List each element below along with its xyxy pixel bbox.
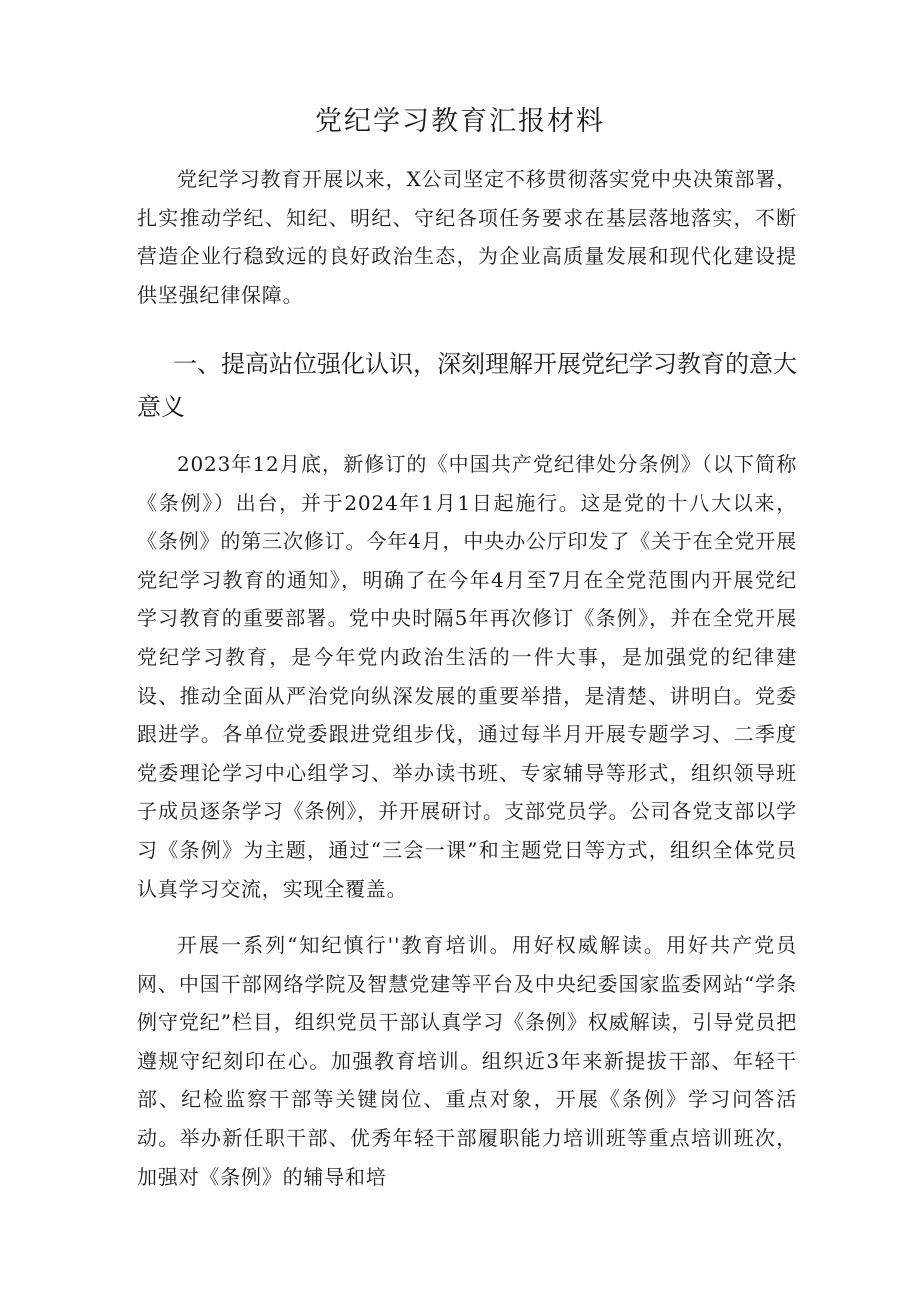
intro-paragraph: 党纪学习教育开展以来，X公司坚定不移贯彻落实党中央决策部署，扎实推动学纪、知纪、明纪、守纪各项任务要求在基层落地落实，不断营造企业行稳致远的良好政治生态，为企业高质量发展和现代化建设提供坚强纪律保障。: [137, 167, 797, 307]
section-1-paragraph-1: 2023年12月底，新修订的《中国共产党纪律处分条例》（以下简称《条例》）出台，并于2024年1月1日起施行。这是党的十八大以来，《条例》的第三次修订。今年4月，中央办公厅印发了《关于在全党开展党纪学习教育的通知》，明确了在今年4月至7月在全党范围内开展党纪学习教育的重要部署。党中央时隔5年再次修订《条例》，并在全党开展党纪学习教育，是今年党内政治生活的一件大事，是加强党的纪律建设、推动全面从严治党向纵深发展的重要举措，是清楚、讲明白。党委跟进学。各单位党委跟进党组步伐，通过每半月开展专题学习、二季度党委理论学习中心组学习、举办读书班、专家辅导等形式，组织领导班子成员逐条学习《条例》，并开展研讨。支部党员学。公司各党支部以学习《条例》为主题，通过“三会一课”和主题党日等方式，组织全体党员认真学习交流，实现全覆盖。: [137, 452, 797, 901]
section-1-heading: 一、提高站位强化认识，深刻理解开展党纪学习教育的意大意义: [137, 350, 797, 421]
section-1-paragraph-2: 开展一系列“知纪慎行''教育培训。用好权威解读。用好共产党员网、中国干部网络学院及智慧党建等平台及中央纪委国家监委网站“学条例守党纪”栏目，组织党员干部认真学习《条例》权威解读，引导党员把遵规守纪刻印在心。加强教育培训。组织近3年来新提拔干部、年轻干部、纪检监察干部等关键岗位、重点对象，开展《条例》学习问答活动。举办新任职干部、优秀年轻干部履职能力培训班等重点培训班次，加强对《条例》的辅导和培: [137, 933, 797, 1189]
document-title: 党纪学习教育汇报材料: [315, 106, 605, 137]
